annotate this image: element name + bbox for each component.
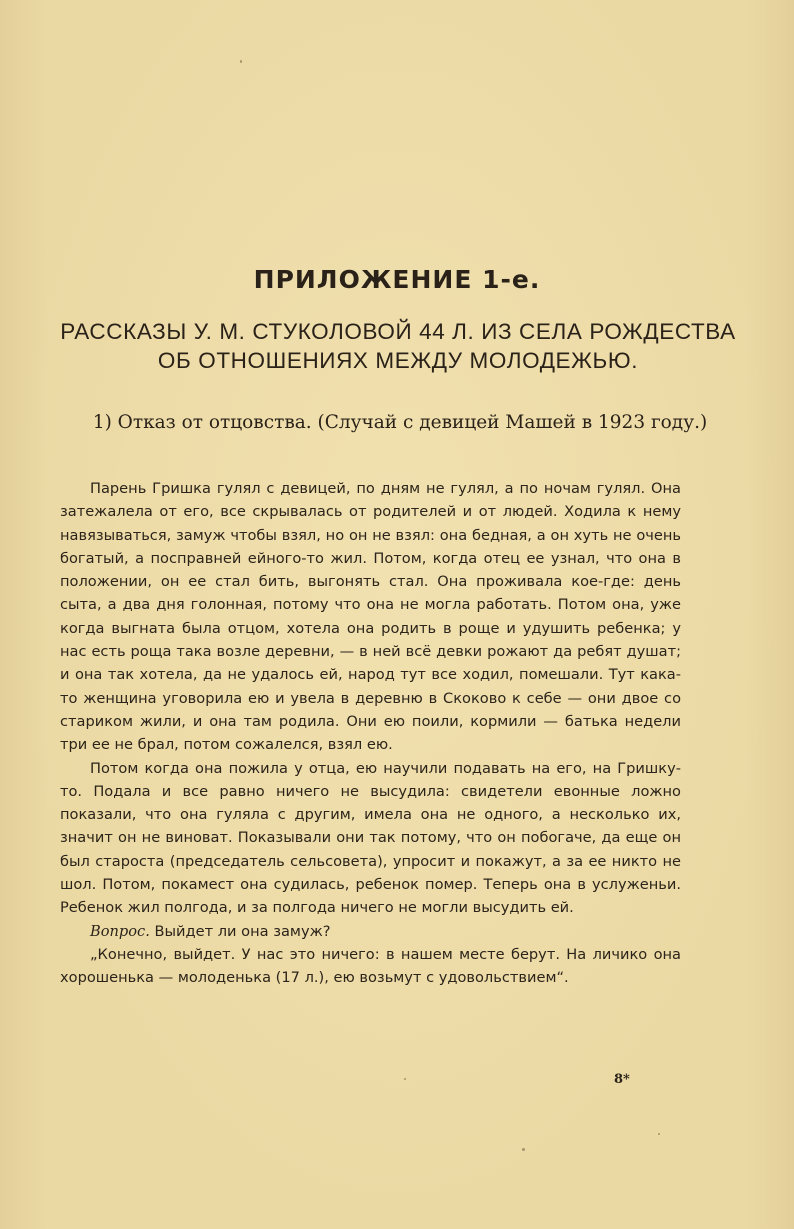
- paragraph: Парень Гришка гулял с девицей, по дням не гулял, а по ночам гулял. Она затежалела от его, все скрывалась от родителей и от людей. Ходила к нему навязываться, замуж чтобы взял, но он не взял: она бедная, а он хуть не очень богатый, а посправней ейного-то жил. Потом, когда отец ее узнал, что она в положении, он ее стал бить, выгонять стал. Она проживала кое-где: день сыта, а два дня голонная, потому что она не могла работать. Потом она, уже когда выгната была отцом, хотела она родить в роще и удушить ребенка; у нас есть роща така возле деревни, — в ней всё девки рожают да ребят душат; и она так хотела, да не удалось ей, народ тут все ходил, помешали. Тут кака-то женщина уговорила ею и увела в деревню в Скоково к себе — они двое со стариком жили, и она там родила. Они ею поили, кормили — батька недели три ее не брал, потом сожалелся, взял ею.: [60, 480, 681, 754]
- answer-paragraph: „Конечно, выйдет. У нас это ничего: в нашем месте берут. На личико она хорошенька — молоденька (17 л.), ею возьмут с удовольствием“.: [60, 945, 681, 987]
- question-label: Вопрос.: [90, 922, 150, 940]
- appendix-title: ПРИЛОЖЕНИЕ 1-е.: [253, 265, 541, 294]
- paper-speck: [404, 1078, 406, 1080]
- page-number: 8*: [614, 1072, 630, 1087]
- story-body: [60, 477, 681, 990]
- paper-speck: [240, 60, 242, 63]
- paper-speck: [522, 1148, 525, 1151]
- story-collection-subtitle: РАССКАЗЫ У. М. СТУКОЛОВОЙ 44 Л. ИЗ СЕЛА РОЖДЕСТВА ОБ ОТНОШЕНИЯХ МЕЖДУ МОЛОДЕЖЬЮ.: [60, 319, 736, 373]
- section-heading: 1) Отказ от отцовства. (Случай с девицей Машей в 1923 году.): [92, 412, 708, 433]
- question-text: Выйдет ли она замуж?: [154, 922, 331, 940]
- question-paragraph: [60, 920, 681, 943]
- paragraph: Потом когда она пожила у отца, ею научили подавать на его, на Гришку-то. Подала и все равно ничего не высудила: свидетели евонные ложно показали, что она гуляла с другим, имела она не одного, а несколько их, значит он не виноват. Показывали они так потому, что он побогаче, да еще он был староста (председатель сельсовета), упросит и покажут, а за ее никто не шол. Потом, покамест она судилась, ребенок помер. Теперь она в услуженьи. Ребенок жил полгода, и за полгода ничего не могли высудить ей.: [60, 759, 681, 917]
- paper-speck: [658, 1133, 660, 1135]
